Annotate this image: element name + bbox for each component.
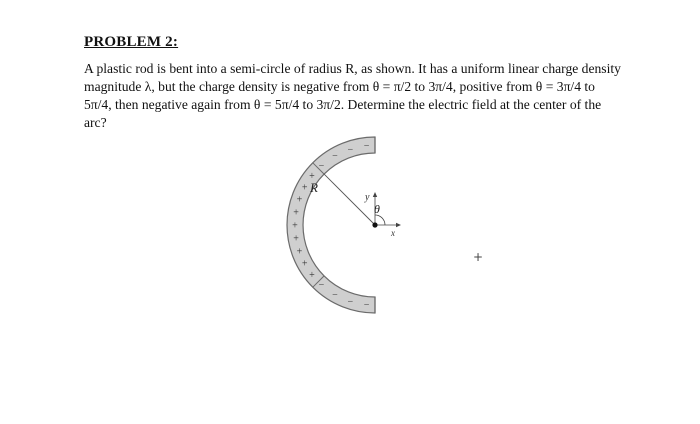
- minus-charge-sign: −: [363, 140, 370, 152]
- plus-charge-sign: +: [309, 269, 315, 281]
- minus-charge-sign: −: [318, 280, 325, 291]
- arc-centre-point: [372, 222, 377, 227]
- plus-charge-sign: +: [293, 207, 299, 219]
- angle-label: θ: [374, 202, 380, 216]
- plus-charge-sign: +: [309, 171, 315, 183]
- radius-label: R: [310, 180, 318, 195]
- semicircle-figure: [258, 120, 418, 330]
- minus-charge-sign: −: [347, 144, 354, 156]
- statement-line-2: magnitude λ, but the charge density is negative from θ = π/2 to 3π/4, positive from θ = 3π/4 to: [84, 79, 595, 94]
- plus-charge-sign: +: [296, 194, 303, 206]
- y-axis-label: y: [365, 192, 370, 203]
- plus-charge-sign: +: [301, 182, 308, 194]
- figure-svg: [258, 120, 418, 330]
- plus-charge-sign: +: [296, 246, 303, 258]
- plus-charge-sign: +: [301, 258, 308, 270]
- problem-title: PROBLEM 2:: [84, 34, 179, 50]
- minus-charge-sign: −: [347, 296, 354, 308]
- statement-line-3: 5π/4, then negative again from θ = 5π/4 to 3π/2. Determine the electric field at the center of the: [84, 97, 602, 112]
- x-axis-label: x: [391, 228, 395, 238]
- minus-charge-sign: −: [332, 289, 338, 301]
- minus-charge-sign: −: [363, 300, 370, 312]
- plus-charge-sign: +: [293, 233, 299, 245]
- stray-plus-mark: +: [473, 250, 484, 264]
- plus-charge-sign: +: [292, 220, 298, 232]
- minus-charge-sign: −: [332, 151, 338, 163]
- charged-rod-arc: [287, 137, 375, 313]
- minus-charge-sign: −: [318, 161, 325, 172]
- statement-line-4: arc?: [84, 115, 107, 130]
- statement-line-1: A plastic rod is bent into a semi-circle of radius R, as shown. It has a uniform linear charge density: [84, 61, 621, 76]
